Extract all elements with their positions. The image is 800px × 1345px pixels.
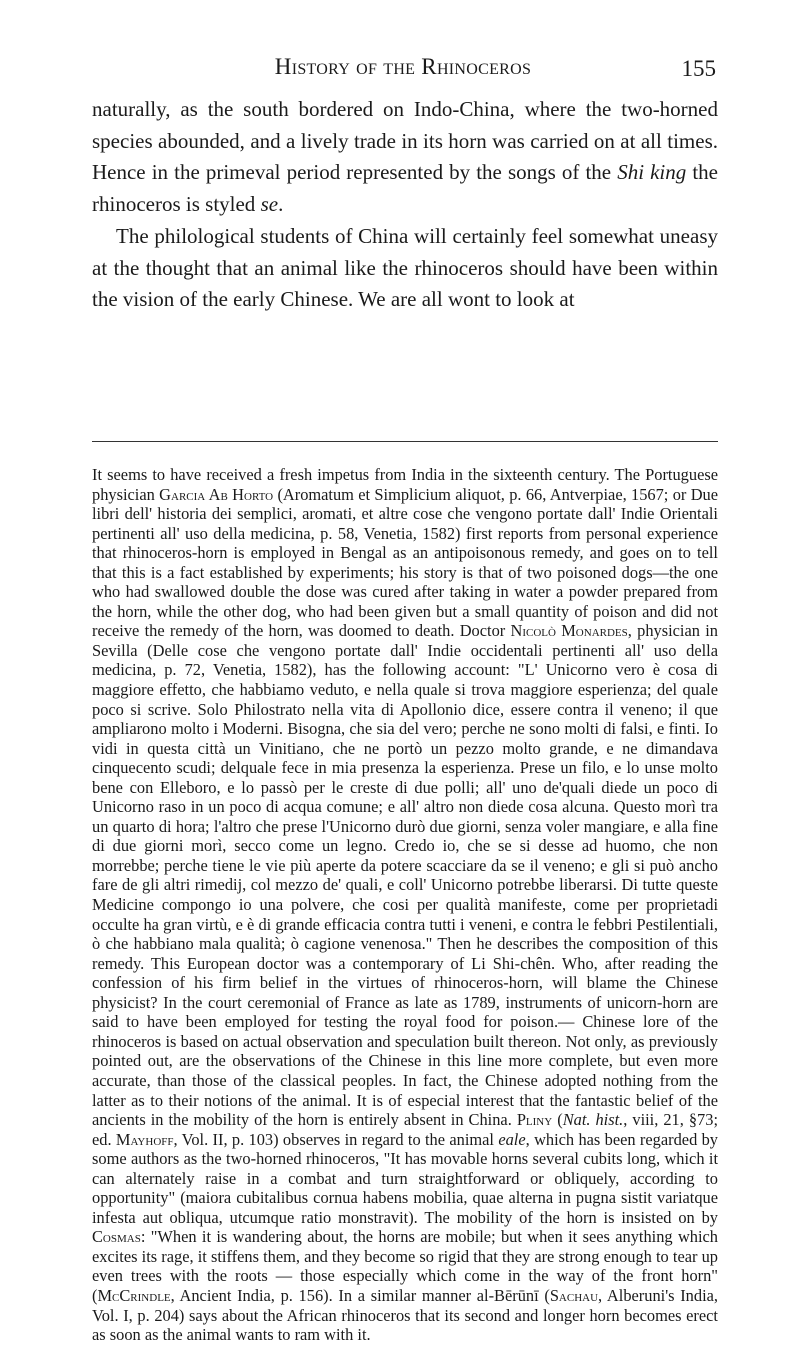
main-text [92, 94, 718, 316]
page-header [90, 54, 716, 88]
italic-title: Shi king [617, 160, 687, 185]
author-name: Sachau [549, 1285, 599, 1305]
author-name: Garcia Ab Horto [159, 484, 274, 504]
italic-title: Nat. hist. [562, 1110, 624, 1130]
author-name: Mayhoff [115, 1129, 174, 1149]
author-name: Pliny [516, 1110, 553, 1130]
italic-term: eale [498, 1129, 526, 1149]
author-name: Cosmas [92, 1227, 141, 1247]
author-name: Nicolò Monardes [510, 621, 628, 641]
running-head: History of the Rhinoceros [274, 54, 532, 79]
main-paragraph-1: naturally, as the south bordered on Indo-China, where the two-horned species abounded, and a lively trade in its horn was carried on at all times. Hence in the primeval period represented by the songs of the Shi king the rhinoceros is styled se. [92, 97, 718, 217]
author-name: McCrindle [97, 1285, 171, 1305]
footnote-divider [92, 441, 718, 442]
italic-term: se [260, 192, 279, 217]
footnote [92, 465, 718, 1345]
footnote-paragraph: It seems to have received a fresh impetus from India in the sixteenth century. The Portuguese physician Garcia Ab Horto (Aromatum et Simplicium aliquot, p. 66, Antverpiae, 1567; or Due libri dell' historia dei semplici, aromati, et altre cose che vengono portate dall' Indie Orientali pertinenti all' uso della medicina, p. 58, Venetia, 1582) first reports from personal experience that rhinoceros-horn is employed in Bengal as an antipoisonous remedy, and goes on to tell that this is a fact established by experiments; his story is that of two poisoned dogs—the one who had swallowed double the dose was cured after taking in water a powder prepared from the horn, while the other dog, who had been given but a small quantity of poison and did not receive the remedy of the horn, was doomed to death. Doctor Nicolò Monardes, physician in Sevilla (Delle cose che vengono portate dall' Indie occidentali pertinenti all' uso della medicina, p. 72, Venetia, 1582), has the following account: "L' Unicorno vero è cosa di maggiore effetto, che habbiamo veduto, e nella quale si trova maggiore esperienza; del quale poco si scrive. Solo Philostrato nella vita di Apollonio dice, essere contra il veneno; il que ampliarono molto i Moderni. Bisogna, che sia del vero; perche ne sono molti di falsi, e finti. Io vidi in questa città un Vinitiano, che ne portò un pezzo molto grande, e ne dimandava cinquecento scudi; delquale fece in mia presenza la esperienza. Prese un filo, e lo unse molto bene con Elleboro, e lo passò per le creste di due polli; all' uno de'quali diede un poco di Unicorno raso in un poco di acqua comune; e all' altro non diede cosa alcuna. Questo morì tra un quarto di hora; l'altro che prese l'Unicorno durò due giorni, senza voler mangiare, e alla fine di due giorni morì, secco come un legno. Credo io, che se si desse ad huomo, che non morrebbe; perche tiene le vie più aperte da potere scacciare da se il veneno; e gli si può ancho fare de gli altri rimedij, col mezzo de' quali, e coll' Unicorno potrebbe liberarsi. Di tutte queste Medicine compongo io una polvere, che cosi per qualità manifeste, come per proprietadi occulte ha gran virtù, e è di grande efficacia contra tutti i veneni, e contra le febbri Pestilentiali, ò che habbiano mala qualità; ò cagione venenosa." Then he describes the composition of this remedy. This European doctor was a contemporary of Li Shi-chên. Who, after reading the confession of his firm belief in the virtues of rhinoceros-horn, will blame the Chinese physicist? In the court ceremonial of France as late as 1789, instruments of unicorn-horn are said to have been employed for testing the royal food for poison.— Chinese lore of the rhinoceros is based on actual observation and speculation built thereon. Not only, as previously pointed out, are the observations of the Chinese in this line more complete, but even more accurate, than those of the classical peoples. In fact, the Chinese adopted nothing from the latter as to their notions of the animal. It is of especial interest that the fantastic belief of the ancients in the mobility of the horn is entirely absent in China. Pliny (Nat. hist., viii, 21, §73; ed. Mayhoff, Vol. II, p. 103) observes in regard to the animal eale, which has been regarded by some authors as the two-horned rhinoceros, "It has movable horns several cubits long, which it can alternately raise in a combat and turn straightforward or obliquely, according to opportunity" (maiora cubitalibus cornua habens mobilia, quae alterna in pugna sistit variatque infesta aut obliqua, utcumque ratio monstravit). The mobility of the horn is insisted on by Cosmas: "When it is wandering about, the horns are mobile; but when it sees anything which excites its rage, it stiffens them, and they become so rigid that they are strong enough to tear up even trees with the roots — those especially which come in the way of the front horn" (McCrindle, Ancient India, p. 156). In a similar manner al-Bērūnī (Sachau, Alberuni's India, Vol. I, p. 204) says about the African rhinoceros that its second and longer horn becomes erect as soon as the animal wants to ram with it. [92, 465, 718, 1345]
page-number: 155 [681, 56, 716, 81]
main-paragraph-2: The philological students of China will certainly feel somewhat uneasy at the thought that an animal like the rhinoceros should have been within the vision of the early Chinese. We are all wont to look at [92, 223, 718, 312]
